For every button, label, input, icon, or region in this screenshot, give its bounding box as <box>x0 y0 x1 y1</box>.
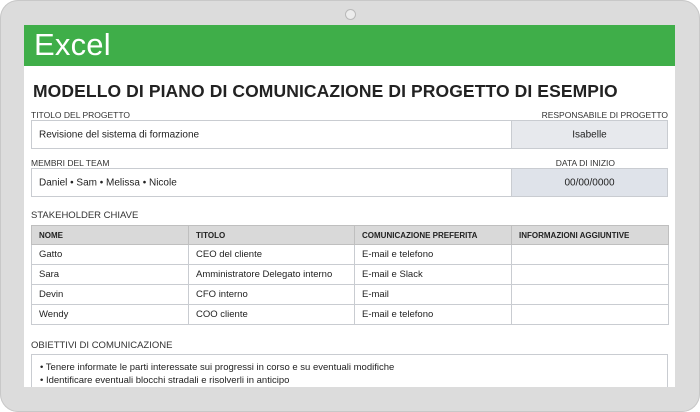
page-title: MODELLO DI PIANO DI COMUNICAZIONE DI PROGETTO DI ESEMPIO <box>33 81 618 101</box>
project-owner-cell[interactable] <box>511 120 668 149</box>
cell-name[interactable]: Sara <box>32 265 189 285</box>
cell-preferred[interactable]: E-mail e telefono <box>355 245 512 265</box>
list-item: • Tenere informate le parti interessate sui progressi in corso e su eventuali modifiche <box>40 361 667 374</box>
table-row <box>32 305 669 325</box>
table-header-row <box>32 226 669 245</box>
camera-dot <box>345 9 356 20</box>
project-owner-label: RESPONSABILE DI PROGETTO <box>541 110 668 120</box>
cell-info[interactable] <box>512 305 669 325</box>
stakeholders-table <box>31 225 669 325</box>
project-title-cell[interactable] <box>31 120 512 149</box>
start-date-cell[interactable] <box>511 168 668 197</box>
cell-name[interactable]: Gatto <box>32 245 189 265</box>
objectives-cell[interactable] <box>31 354 668 387</box>
cell-title[interactable]: COO cliente <box>189 305 355 325</box>
project-title-value: Revisione del sistema di formazione <box>39 129 200 140</box>
cell-title[interactable]: CFO interno <box>189 285 355 305</box>
team-members-cell[interactable] <box>31 168 512 197</box>
col-header-title: TITOLO <box>189 226 355 245</box>
cell-info[interactable] <box>512 285 669 305</box>
cell-name[interactable]: Devin <box>32 285 189 305</box>
table-row <box>32 245 669 265</box>
start-date-value: 00/00/0000 <box>564 177 615 188</box>
col-header-info: INFORMAZIONI AGGIUNTIVE <box>512 226 669 245</box>
table-row <box>32 285 669 305</box>
start-date-label: DATA DI INIZIO <box>555 158 615 168</box>
cell-title[interactable]: Amministratore Delegato interno <box>189 265 355 285</box>
cell-preferred[interactable]: E-mail e telefono <box>355 305 512 325</box>
project-title-label: TITOLO DEL PROGETTO <box>31 110 131 120</box>
team-label: MEMBRI DEL TEAM <box>31 158 110 168</box>
table-row <box>32 265 669 285</box>
cell-info[interactable] <box>512 265 669 285</box>
excel-logo: Excel <box>34 27 111 62</box>
stakeholders-label: STAKEHOLDER CHIAVE <box>31 210 139 221</box>
cell-title[interactable]: CEO del cliente <box>189 245 355 265</box>
objectives-label: OBIETTIVI DI COMUNICAZIONE <box>31 340 173 351</box>
project-owner-value: Isabelle <box>572 129 607 140</box>
cell-preferred[interactable]: E-mail <box>355 285 512 305</box>
list-item: • Identificare eventuali blocchi stradali e risolverli in anticipo <box>40 374 667 387</box>
cell-info[interactable] <box>512 245 669 265</box>
team-members-value: Daniel • Sam • Melissa • Nicole <box>39 177 177 188</box>
spreadsheet-screen <box>24 25 675 387</box>
cell-name[interactable]: Wendy <box>32 305 189 325</box>
col-header-preferred: COMUNICAZIONE PREFERITA <box>355 226 512 245</box>
col-header-name: NOME <box>32 226 189 245</box>
app-banner <box>24 25 675 66</box>
cell-preferred[interactable]: E-mail e Slack <box>355 265 512 285</box>
objectives-list <box>32 355 667 387</box>
